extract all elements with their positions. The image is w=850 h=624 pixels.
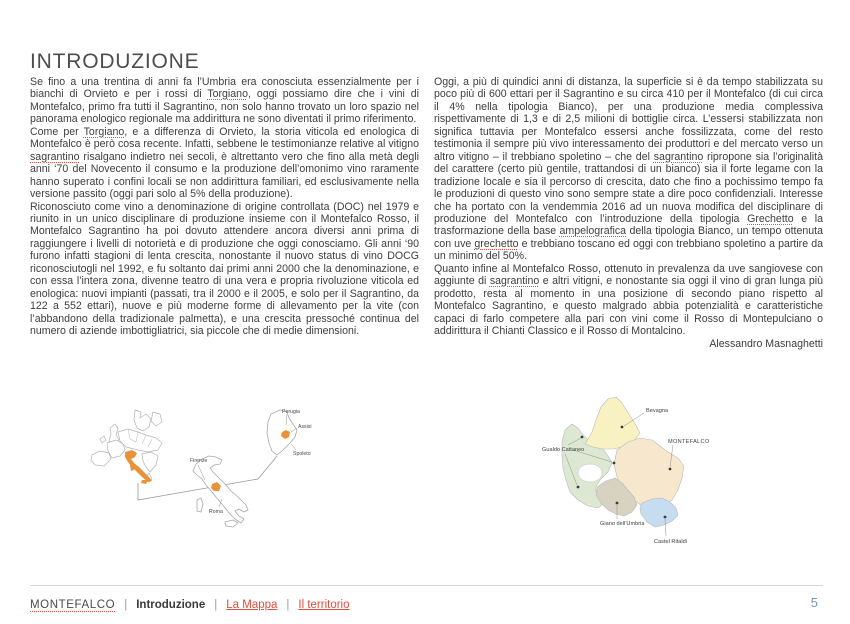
- locator-maps: [30, 395, 450, 585]
- paragraph: Come per Torgiano, e a differenza di Orvieto, la storia viticola ed enologica di Montefalco è però cosa recente. Infatti, sebbene le testimonianze relative al vitigno sagrantino risalgano indietro nei secoli, è altrettanto vero che fino alla metà degli anni ‘70 del Novecento il consumo e la produzione dell’omonimo vino raramente hanno superato i confini locali se non addirittura familiari, ed esclusivamente nella versione passito (oggi pari solo al 5% della produzione).: [30, 125, 420, 201]
- castel-ritaldi-label: Castel Ritaldi: [654, 539, 687, 545]
- paragraph: Se fino a una trentina di anni fa l’Umbria era conosciuta essenzialmente per i bianchi di Orvieto e per i rossi di Torgiano, oggi possiamo dire che i vini di Montefalco, primo fra tutti il Sagrantino, non solo hanno trovato un loro spazio nel panorama enologico regionale ma addirittura ne sono diventati il primo riferimento.: [30, 76, 419, 126]
- bevagna-label: Bevagna: [646, 408, 669, 414]
- montefalco-label: MONTEFALCO: [668, 439, 710, 445]
- castel-ritaldi-shape: [640, 498, 678, 527]
- giano-dot: [616, 502, 619, 505]
- page-number: 5: [810, 595, 818, 610]
- zone-map: [540, 388, 840, 558]
- right-column: [434, 76, 823, 350]
- page-title: INTRODUZIONE: [30, 50, 200, 74]
- roma-label: Roma: [209, 509, 223, 515]
- footer-divider: [30, 585, 823, 586]
- perugia-label: Perugia: [282, 409, 300, 415]
- commune-shapes: [562, 397, 684, 527]
- author-signature: Alessandro Masnaghetti: [709, 337, 823, 350]
- gualdo-dot-north: [581, 436, 584, 439]
- footer-separator: |: [286, 599, 290, 611]
- scandinavia-shape: [134, 410, 151, 431]
- footer-separator: |: [124, 599, 128, 611]
- spoleto-label: Spoleto: [293, 451, 311, 457]
- giano-label: Giano dell’Umbria: [600, 521, 645, 527]
- footer-separator: |: [214, 599, 218, 611]
- sardinia-outline-shape: [197, 498, 203, 512]
- finland-shape: [151, 412, 162, 426]
- balkans-shape: [142, 452, 158, 472]
- spoleto-pointer-line: [291, 444, 296, 450]
- paragraph: Quanto infine al Montefalco Rosso, ottenuto in prevalenza da uve sangiovese con aggiunte di sagrantino e altri vitigni, e nonostante sia oggi il vino di gran lunga più prodotto, resta al momento in una posizione di secondo piano rispetto al Montefalco Sagrantino, e questo malgrado abbia potenzialità e caratteristiche capaci di farlo competere alla pari con vini come il Rosso di Montepulciano o addirittura il Chianti Classico e il Rosso di Montalcino.: [434, 262, 823, 338]
- ireland-shape: [100, 436, 106, 443]
- nav-item-introduzione[interactable]: Introduzione: [136, 599, 206, 611]
- article-body: [30, 76, 823, 350]
- europe-map: [91, 410, 162, 484]
- gualdo-cattaneo-label: Gualdo Cattaneo: [542, 447, 585, 453]
- italy-map: [190, 456, 248, 527]
- bevagna-dot: [621, 426, 624, 429]
- sicily-outline-shape: [225, 520, 238, 527]
- footer-brand: MONTEFALCO: [30, 599, 116, 611]
- gualdo-dot-east: [613, 462, 616, 465]
- nav-item-il-territorio[interactable]: Il territorio: [298, 599, 350, 611]
- gualdo-dot-south: [577, 486, 580, 489]
- umbria-region-map: [267, 409, 312, 457]
- assisi-label: Assisi: [298, 424, 312, 430]
- sicily-highlight-shape: [141, 480, 148, 484]
- montefalco-dot: [669, 468, 672, 471]
- castel-ritaldi-dot: [664, 516, 667, 519]
- paragraph: Oggi, a più di quindici anni di distanza, la superficie si è da tempo stabilizzata su poco più di 600 ettari per il Sagrantino e su circa 410 per il Montefalco (di cui circa il 4% nella tipologia Bianco), per una produzione media complessiva rispettivamente di 1,3 e di 2,5 milioni di bottiglie circa. L’essersi stabilizzata non significa tuttavia per Montefalco essersi anche fossilizzata, come del resto testimonia il sempre più vivo interessamento dei produttori e del mercato verso un altro vitigno – il trebbiano spoletino – che del sagrantino ripropone sia l’originalità del carattere (certo più gentile, trattandosi di un bianco) sia il forte legame con la tradizione locale e sia il percorso di crescita, dato che fino a pochissimo tempo fa le produzioni di questo vino sono sempre state a dire poco confidenziali. Interesse che ha portato con la vendemmia 2016 ad un nuova modifica del disciplinare di produzione del Montefalco con l’introduzione della tipologia Grechetto e la trasformazione della base ampelografica della tipologia Bianco, un tempo ottenuta con uve grechetto e trebbiano toscano ed oggi con trebbiano spoletino a partire da un minimo del 50%.: [434, 76, 823, 263]
- footer-nav: [30, 599, 350, 611]
- paragraph: Riconosciuto come vino a denominazione di origine controllata (DOC) nel 1979 e riunito in un unico disciplinare di produzione insieme con il Montefalco Rosso, il Montefalco Sagrantino ha poi dovuto attendere ancora diversi anni prima di raggiungere i livelli di notorietà e di produzione che oggi conosciamo. Gli anni ‘90 furono infatti stagioni di lenta crescita, nonostante il nuovo status di vino DOCG riconosciutogli nel 1992, e fu soltanto dai primi anni 2000 che la denominazione, e con essa l’intera zona, divenne teatro di una vera e propria rivoluzione viticola ed enologica: nuovi impianti (passati, tra il 2000 e il 2005, e solo per il Sagrantino, da 122 a 552 ettari), nuove e più moderne forme di allevamento per la vite (con l’abbandono della tradizionale palmetta), e una crescita pressoché continua del numero di aziende imbottigliatrici, sia piccole che di medie dimensioni.: [30, 200, 419, 338]
- nav-item-la-mappa[interactable]: La Mappa: [226, 599, 278, 611]
- iberia-shape: [91, 451, 111, 466]
- left-column: [30, 76, 419, 350]
- firenze-label: Firenze: [190, 458, 208, 464]
- gualdo-inner-gap: [578, 464, 602, 482]
